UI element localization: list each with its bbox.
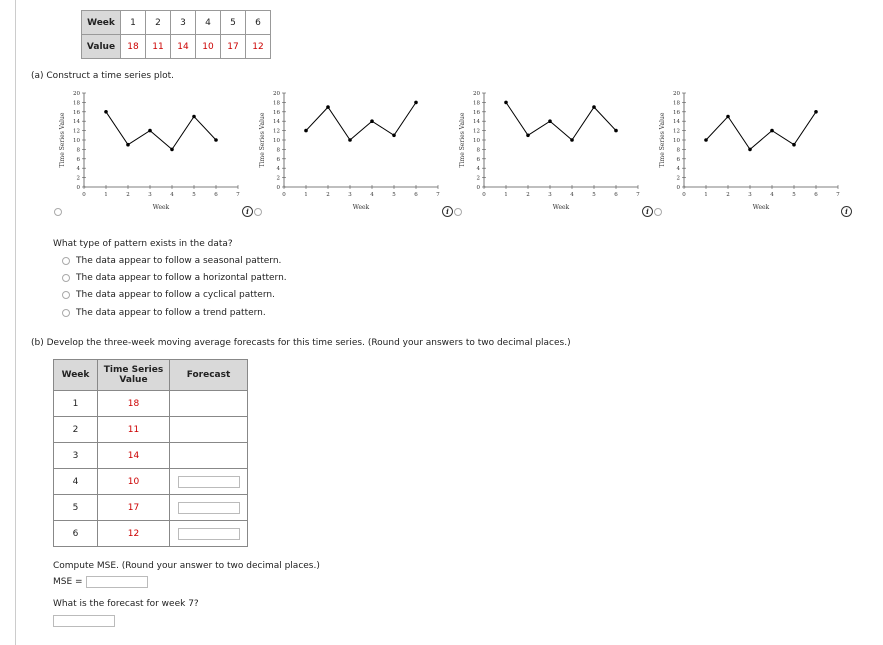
x-tick-label: 5 (792, 192, 796, 198)
x-tick-label: 3 (348, 192, 352, 198)
data-point (526, 134, 530, 138)
data-point (770, 129, 774, 133)
data-point (104, 110, 108, 114)
y-tick-label: 2 (76, 175, 80, 182)
value-cell: 17 (221, 35, 246, 59)
week-cell: 1 (121, 11, 146, 35)
x-tick-label: 6 (614, 192, 618, 198)
data-point (348, 138, 352, 142)
option-label: The data appear to follow a horizontal pattern. (76, 273, 287, 283)
y-tick-label: 12 (273, 128, 280, 135)
forecast-input-week-4[interactable] (178, 476, 240, 488)
x-tick-label: 1 (304, 192, 308, 198)
y-tick-label: 8 (76, 147, 80, 154)
pattern-option-trend[interactable] (62, 308, 266, 318)
x-tick-label: 5 (592, 192, 596, 198)
data-point (704, 138, 708, 142)
x-axis-label: Week (752, 204, 770, 211)
x-tick-label: 1 (104, 192, 108, 198)
value-cell: 18 (98, 391, 170, 417)
y-tick-label: 4 (76, 166, 80, 173)
info-icon[interactable]: i (442, 206, 453, 217)
option-label: The data appear to follow a seasonal pattern. (76, 256, 282, 266)
chart-option-4 (657, 86, 847, 214)
col-week: Week (54, 360, 98, 391)
x-tick-label: 5 (192, 192, 196, 198)
x-tick-label: 7 (836, 192, 840, 198)
data-point (614, 129, 618, 133)
y-tick-label: 0 (476, 185, 480, 191)
forecast-cell (170, 521, 248, 547)
y-tick-label: 14 (273, 119, 280, 126)
chart-radio-3[interactable] (454, 208, 462, 216)
y-tick-label: 20 (73, 91, 80, 97)
y-tick-label: 18 (273, 100, 280, 107)
y-tick-label: 4 (676, 166, 680, 173)
value-cell: 14 (98, 443, 170, 469)
x-axis-label: Week (352, 204, 370, 211)
y-tick-label: 8 (476, 147, 480, 154)
mse-label: MSE = (53, 577, 83, 587)
y-tick-label: 16 (473, 109, 480, 116)
week-header: Week (82, 11, 121, 35)
data-point (726, 115, 730, 119)
part-a-prompt: (a) Construct a time series plot. (31, 71, 175, 81)
forecast-input-week-5[interactable] (178, 502, 240, 514)
table-row (54, 443, 248, 469)
x-tick-label: 1 (704, 192, 708, 198)
pattern-option-seasonal[interactable] (62, 256, 281, 266)
pattern-option-horizontal[interactable] (62, 273, 287, 283)
data-point (814, 110, 818, 114)
radio-button[interactable] (62, 274, 70, 282)
y-tick-label: 10 (673, 138, 680, 144)
chart-radio-1[interactable] (54, 208, 62, 216)
value-cell: 12 (246, 35, 271, 59)
data-point (570, 138, 574, 142)
x-tick-label: 5 (392, 192, 396, 198)
radio-button[interactable] (62, 291, 70, 299)
value-cell: 18 (121, 35, 146, 59)
forecast-cell (170, 469, 248, 495)
week-cell: 2 (146, 11, 171, 35)
data-point (548, 119, 552, 123)
x-tick-label: 2 (526, 192, 530, 198)
week-cell: 1 (54, 391, 98, 417)
y-tick-label: 20 (473, 91, 480, 97)
chart-svg (657, 86, 847, 214)
y-tick-label: 18 (73, 100, 80, 107)
forecast-cell (170, 391, 248, 417)
y-tick-label: 10 (73, 138, 80, 144)
x-tick-label: 0 (282, 192, 286, 198)
y-tick-label: 2 (476, 175, 480, 182)
chart-svg (57, 86, 247, 214)
value-cell: 10 (196, 35, 221, 59)
data-point (192, 115, 196, 119)
chart-radio-2[interactable] (254, 208, 262, 216)
x-tick-label: 6 (814, 192, 818, 198)
x-tick-label: 6 (214, 192, 218, 198)
x-axis-label: Week (152, 204, 170, 211)
value-cell: 10 (98, 469, 170, 495)
chart-svg (257, 86, 447, 214)
x-tick-label: 4 (570, 192, 574, 198)
data-point (214, 138, 218, 142)
week-cell: 2 (54, 417, 98, 443)
value-cell: 14 (171, 35, 196, 59)
x-tick-label: 2 (126, 192, 130, 198)
x-tick-label: 0 (82, 192, 86, 198)
forecast-input-week-6[interactable] (178, 528, 240, 540)
y-axis-label: Time Series Value (59, 112, 66, 168)
pattern-option-cyclical[interactable] (62, 290, 275, 300)
data-point (304, 129, 308, 133)
x-tick-label: 2 (726, 192, 730, 198)
value-cell: 11 (146, 35, 171, 59)
y-tick-label: 16 (273, 109, 280, 116)
chart-svg (457, 86, 647, 214)
y-tick-label: 8 (276, 147, 280, 154)
data-point (592, 105, 596, 109)
data-point (126, 143, 130, 147)
y-tick-label: 14 (73, 119, 80, 126)
y-tick-label: 18 (473, 100, 480, 107)
x-tick-label: 0 (682, 192, 686, 198)
x-tick-label: 7 (636, 192, 640, 198)
mse-prompt: Compute MSE. (Round your answer to two decimal places.) (53, 561, 320, 571)
y-tick-label: 14 (673, 119, 680, 126)
y-tick-label: 6 (76, 156, 80, 163)
col-value: Time Series Value (98, 360, 170, 391)
data-point (792, 143, 796, 147)
y-tick-label: 12 (673, 128, 680, 135)
data-point (170, 148, 174, 152)
value-cell: 12 (98, 521, 170, 547)
week-cell: 6 (246, 11, 271, 35)
y-tick-label: 6 (676, 156, 680, 163)
col-forecast: Forecast (170, 360, 248, 391)
mse-input[interactable] (86, 576, 148, 588)
x-tick-label: 4 (370, 192, 374, 198)
y-tick-label: 10 (273, 138, 280, 144)
data-point (504, 101, 508, 105)
y-tick-label: 16 (73, 109, 80, 116)
x-tick-label: 2 (326, 192, 330, 198)
info-icon[interactable]: i (642, 206, 653, 217)
y-axis-label: Time Series Value (259, 112, 266, 168)
radio-button[interactable] (62, 309, 70, 317)
y-tick-label: 16 (673, 109, 680, 116)
week-cell: 5 (221, 11, 246, 35)
x-tick-label: 3 (748, 192, 752, 198)
value-cell: 17 (98, 495, 170, 521)
y-tick-label: 6 (476, 156, 480, 163)
x-tick-label: 4 (770, 192, 774, 198)
chart-option-1 (57, 86, 247, 214)
y-tick-label: 6 (276, 156, 280, 163)
y-tick-label: 20 (273, 91, 280, 97)
y-tick-label: 0 (676, 185, 680, 191)
data-point (326, 105, 330, 109)
y-axis-label: Time Series Value (459, 112, 466, 168)
forecast-cell (170, 417, 248, 443)
info-icon[interactable]: i (242, 206, 253, 217)
option-label: The data appear to follow a trend pattern. (76, 308, 266, 318)
forecast-table (53, 359, 248, 547)
x-axis-label: Week (552, 204, 570, 211)
table-row (54, 521, 248, 547)
forecast-cell (170, 443, 248, 469)
week-cell: 6 (54, 521, 98, 547)
table-row (54, 495, 248, 521)
table-row (54, 469, 248, 495)
week-cell: 4 (54, 469, 98, 495)
x-tick-label: 0 (482, 192, 486, 198)
x-tick-label: 3 (548, 192, 552, 198)
y-tick-label: 4 (276, 166, 280, 173)
chart-radio-4[interactable] (654, 208, 662, 216)
series-line (106, 112, 216, 150)
chart-option-3 (457, 86, 647, 214)
week-cell: 3 (54, 443, 98, 469)
data-table (81, 10, 271, 59)
chart-option-2 (257, 86, 447, 214)
forecast-cell (170, 495, 248, 521)
y-tick-label: 20 (673, 91, 680, 97)
data-point (414, 101, 418, 105)
y-tick-label: 14 (473, 119, 480, 126)
y-tick-label: 12 (473, 128, 480, 135)
y-tick-label: 0 (76, 185, 80, 191)
y-axis-label: Time Series Value (659, 112, 666, 168)
y-tick-label: 2 (276, 175, 280, 182)
radio-button[interactable] (62, 257, 70, 265)
week7-prompt: What is the forecast for week 7? (53, 599, 199, 609)
left-border (15, 0, 16, 645)
week-cell: 3 (171, 11, 196, 35)
y-tick-label: 12 (73, 128, 80, 135)
y-tick-label: 18 (673, 100, 680, 107)
week-cell: 4 (196, 11, 221, 35)
table-row (54, 417, 248, 443)
x-tick-label: 4 (170, 192, 174, 198)
part-b-prompt: (b) Develop the three-week moving average forecasts for this time series. (Round your answers to two decimal places.) (31, 338, 571, 348)
x-tick-label: 7 (236, 192, 240, 198)
series-line (506, 102, 616, 140)
x-tick-label: 7 (436, 192, 440, 198)
info-icon[interactable]: i (841, 206, 852, 217)
x-tick-label: 1 (504, 192, 508, 198)
data-point (148, 129, 152, 133)
y-tick-label: 0 (276, 185, 280, 191)
pattern-question: What type of pattern exists in the data? (53, 239, 233, 249)
x-tick-label: 6 (414, 192, 418, 198)
series-line (706, 112, 816, 150)
x-tick-label: 3 (148, 192, 152, 198)
option-label: The data appear to follow a cyclical pattern. (76, 290, 275, 300)
y-tick-label: 8 (676, 147, 680, 154)
table-row (54, 391, 248, 417)
data-point (748, 148, 752, 152)
y-tick-label: 2 (676, 175, 680, 182)
week7-forecast-input[interactable] (53, 615, 115, 627)
value-cell: 11 (98, 417, 170, 443)
week-cell: 5 (54, 495, 98, 521)
data-point (392, 134, 396, 138)
y-tick-label: 4 (476, 166, 480, 173)
value-header: Value (82, 35, 121, 59)
y-tick-label: 10 (473, 138, 480, 144)
data-point (370, 119, 374, 123)
series-line (306, 102, 416, 140)
